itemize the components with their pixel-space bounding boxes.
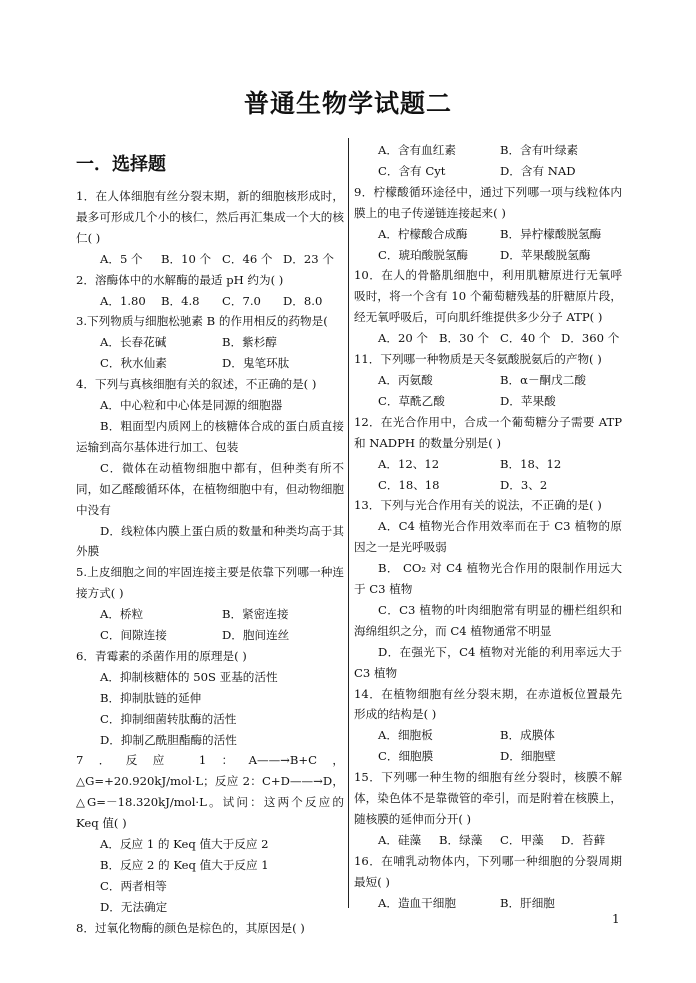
option: C．间隙连接	[100, 628, 167, 643]
option: B．紧密连接	[222, 607, 289, 622]
option: A．20 个	[378, 331, 428, 346]
option: B．紫杉醇	[222, 335, 277, 350]
option: D．苹果酸脱氢酶	[500, 247, 591, 262]
option-row	[354, 370, 622, 412]
option: A．造血干细胞	[378, 895, 456, 910]
question-text: 7．反应 1：A——→B+C，△G=+20.920kJ/mol·L；反应 2：C+D——→D，△G=－18.320kJ/mol·L。试问：这两个反应的 Keq 值( )	[76, 753, 344, 831]
question-item	[354, 767, 622, 851]
option: C．18、18	[378, 477, 440, 492]
option: B．10 个	[161, 251, 212, 266]
option-row	[354, 830, 622, 851]
option: D．含有 NAD	[500, 163, 576, 178]
option-paragraph: B． CO₂ 对 C4 植物光合作用的限制作用远大于 C3 植物	[354, 561, 622, 597]
option-row	[76, 291, 344, 312]
question-item	[354, 349, 622, 412]
section-heading: 一．选择题	[76, 154, 166, 175]
question-text: 15．下列哪一种生物的细胞有丝分裂时，核膜不解体，染色体不是靠微管的牵引，而是附着在核膜上，随核膜的延伸而分开( )	[354, 770, 622, 826]
option-row	[354, 140, 622, 182]
question-text: 6．青霉素的杀菌作用的原理是( )	[76, 648, 247, 663]
option: C．琥珀酸脱氢酶	[378, 247, 469, 262]
option: C．甲藻	[500, 832, 544, 847]
question-text: 5.上皮细胞之间的牢固连接主要是依靠下列哪一种连接方式( )	[76, 565, 344, 601]
option-row	[354, 725, 622, 767]
option: D．胞间连丝	[222, 628, 290, 643]
option-row	[354, 224, 622, 266]
option-paragraph: A．C4 植物光合作用效率而在于 C3 植物的原因之一是光呼吸弱	[354, 519, 622, 555]
option: C．抑制细菌转肽酶的活性	[100, 711, 237, 726]
option: C．46 个	[222, 251, 273, 266]
question-list-left	[76, 186, 344, 939]
question-item	[76, 186, 344, 270]
option-paragraph: A．中心粒和中心体是同源的细胞器	[100, 398, 283, 413]
option: A．长春花碱	[100, 335, 167, 350]
question-text: 1．在人体细胞有丝分裂末期，新的细胞核形成时，最多可形成几个小的核仁，然后再汇集成一个大的核仁( )	[76, 189, 344, 245]
question-item	[354, 684, 622, 768]
option: A．1.80	[100, 293, 146, 308]
option: A．5 个	[100, 251, 143, 266]
option: C．7.0	[222, 293, 261, 308]
page-number: 1	[612, 912, 620, 926]
option: D．3、2	[500, 477, 548, 492]
question-text: 3.下列物质与细胞松驰素 B 的作用相反的药物是(	[76, 314, 328, 329]
option: C．两者相等	[100, 878, 167, 893]
option: D．抑制乙酰胆酯酶的活性	[100, 732, 237, 747]
option-row	[76, 604, 344, 646]
question-text: 4．下列与真核细胞有关的叙述，不正确的是( )	[76, 377, 317, 392]
question-item	[354, 495, 622, 683]
option: B．肝细胞	[500, 895, 555, 910]
option: C．秋水仙素	[100, 356, 167, 371]
option-paragraph: C．微体在动植物细胞中都有，但种类有所不同，如乙醛酸循环体，在植物细胞中有，但动物细胞中没有	[76, 460, 344, 517]
option: D．8.0	[283, 293, 323, 308]
question-text: 13．下列与光合作用有关的说法，不正确的是( )	[354, 498, 602, 513]
question-text: 8．过氧化物酶的颜色是棕色的，其原因是( )	[76, 920, 305, 935]
option: B．异柠檬酸脱氢酶	[500, 226, 602, 241]
question-item	[76, 918, 344, 939]
option-row	[76, 834, 344, 918]
option: B．抑制肽链的延伸	[100, 690, 202, 705]
option: B．α－酮戊二酸	[500, 372, 586, 387]
option: A．柠檬酸合成酶	[378, 226, 468, 241]
option: C．含有 Cyt	[378, 163, 446, 178]
option: C．草酰乙酸	[378, 393, 445, 408]
option: A．12、12	[378, 456, 440, 471]
question-text: 14．在植物细胞有丝分裂末期，在赤道板位置最先形成的结构是( )	[354, 686, 622, 722]
question-text: 11．下列哪一种物质是天冬氨酸脱氨后的产物( )	[354, 352, 602, 367]
option: B．绿藻	[439, 832, 483, 847]
column-divider	[348, 138, 349, 908]
question-item	[354, 412, 622, 496]
option-row	[76, 332, 344, 374]
option-paragraph: B．粗面型内质网上的核糖体合成的蛋白质直接运输到高尔基体进行加工、包装	[76, 418, 344, 454]
question-text: 9．柠檬酸循环途径中，通过下列哪一项与线粒体内膜上的电子传递链连接起来( )	[354, 184, 622, 220]
option: D．苔藓	[561, 832, 606, 847]
option: C．40 个	[500, 331, 551, 346]
question-item	[76, 646, 344, 751]
option-row	[354, 454, 622, 496]
option: D．细胞壁	[500, 749, 556, 764]
option: B．成膜体	[500, 728, 555, 743]
option: A．抑制核糖体的 50S 亚基的活性	[100, 669, 278, 684]
option-row	[354, 893, 622, 914]
question-list-right	[354, 140, 622, 914]
right-column	[354, 140, 622, 914]
option: D．23 个	[283, 251, 334, 266]
option: A．含有血红素	[378, 143, 456, 157]
question-text: 10．在人的骨骼肌细胞中，利用肌糖原进行无氧呼吸时，将一个含有 10 个葡萄糖残基的肝糖原片段，经无氧呼吸后，可向肌纤维提供多少分子 ATP( )	[354, 268, 622, 325]
left-column	[76, 146, 344, 939]
option-paragraph: D．在强光下，C4 植物对光能的利用率远大于 C3 植物	[354, 644, 622, 680]
option: D．鬼笔环肽	[222, 356, 290, 371]
question-item	[354, 140, 622, 182]
option: C．细胞膜	[378, 749, 434, 764]
option: B．含有叶绿素	[500, 143, 579, 157]
question-item	[354, 265, 622, 349]
option: A．硅藻	[378, 832, 422, 847]
option: A．桥粒	[100, 607, 144, 622]
option: A．细胞板	[378, 728, 433, 743]
question-item	[76, 750, 344, 917]
question-item	[76, 311, 344, 374]
option: B．18、12	[500, 456, 562, 471]
option-row	[76, 249, 344, 270]
option: A．丙氨酸	[378, 372, 433, 387]
option-row	[76, 667, 344, 751]
option-paragraph: C．C3 植物的叶肉细胞常有明显的栅栏组织和海绵组织之分，而 C4 植物通常不明显	[354, 602, 622, 638]
option: A．反应 1 的 Keq 值大于反应 2	[100, 837, 269, 852]
question-text: 12．在光合作用中，合成一个葡萄糖分子需要 ATP 和 NADPH 的数量分别是( )	[354, 414, 622, 450]
question-item	[354, 851, 622, 914]
question-item	[354, 182, 622, 266]
question-item	[76, 374, 344, 562]
question-text: 16．在哺乳动物体内，下列哪一种细胞的分裂周期最短( )	[354, 853, 622, 889]
option-row	[354, 328, 622, 349]
option: D．360 个	[561, 331, 620, 346]
option: D．无法确定	[100, 899, 168, 914]
question-item	[76, 562, 344, 646]
option: B．反应 2 的 Keq 值大于反应 1	[100, 858, 269, 872]
question-item	[76, 270, 344, 312]
option: B．30 个	[439, 331, 490, 346]
question-text: 2．溶酶体中的水解酶的最适 pH 约为( )	[76, 272, 284, 287]
option-paragraph: D．线粒体内膜上蛋白质的数量和种类均高于其外膜	[76, 523, 344, 559]
option: D．苹果酸	[500, 393, 556, 408]
page-title: 普通生物学试题二	[243, 89, 452, 118]
option: B．4.8	[161, 293, 200, 308]
